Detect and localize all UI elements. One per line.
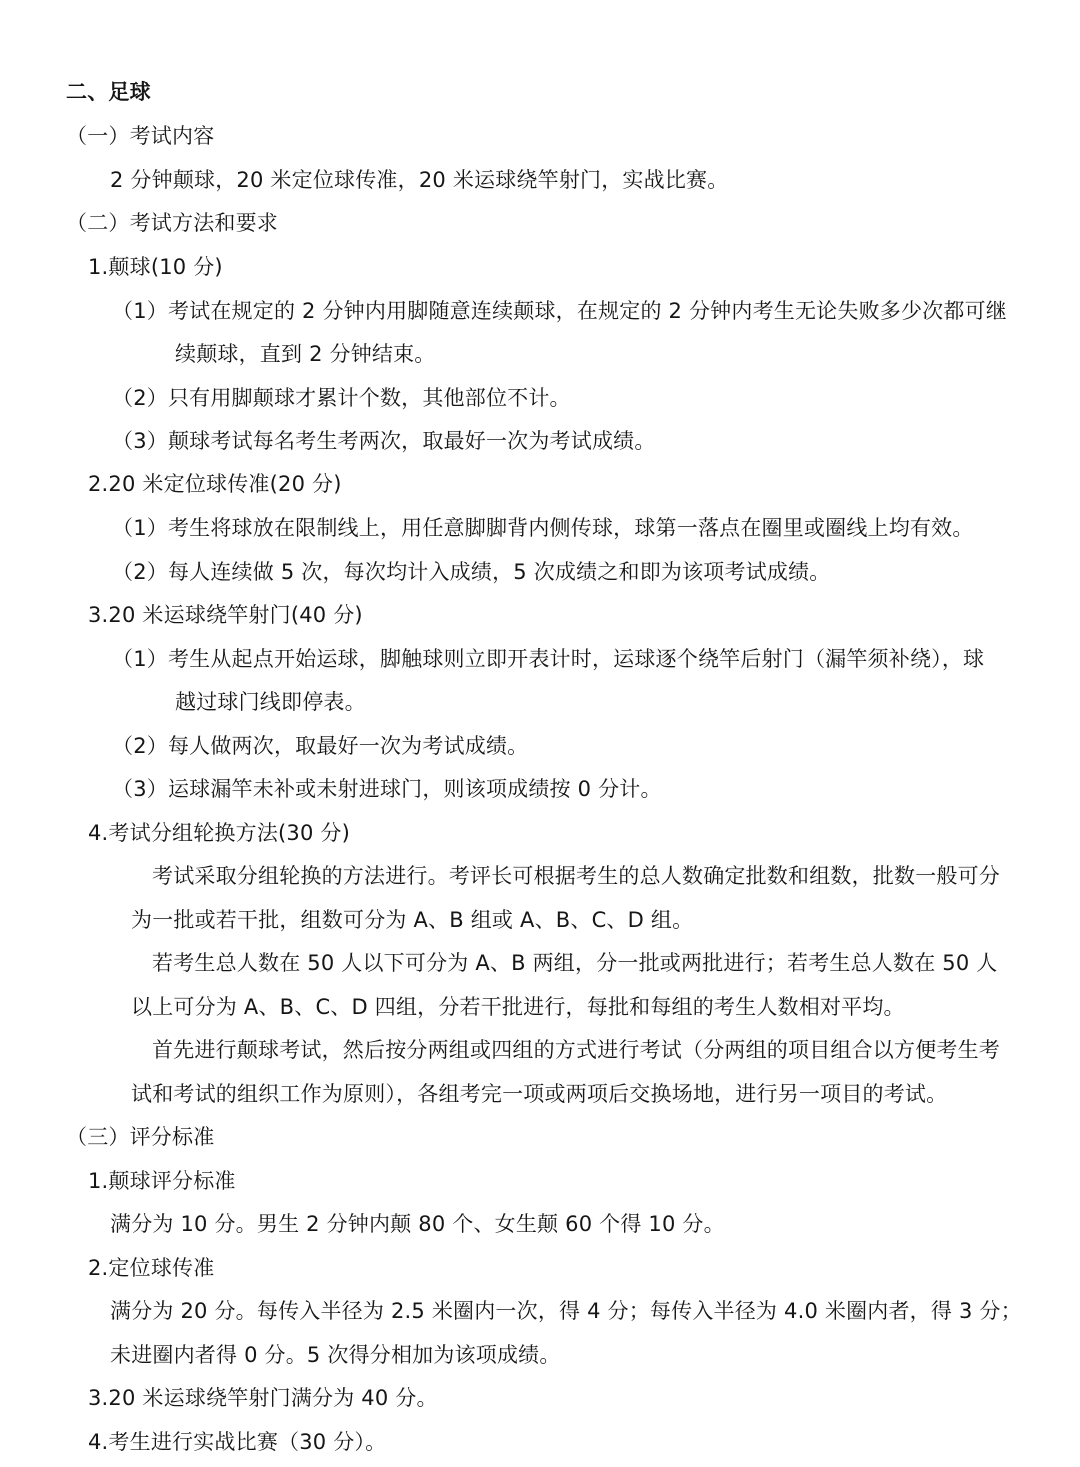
paragraph: 满分为 10 分。男生 2 分钟内颠 80 个、女生颠 60 个得 10 分。	[110, 1212, 725, 1236]
subsection-title: （二）考试方法和要求	[66, 211, 278, 235]
list-item: （2）只有用脚颠球才累计个数，其他部位不计。	[112, 386, 571, 410]
item-title: 3.20 米运球绕竿射门(40 分)	[88, 603, 363, 627]
list-item: （2）每人做两次，取最好一次为考试成绩。	[112, 734, 529, 758]
list-item: （1）考生将球放在限制线上，用任意脚脚背内侧传球，球第一落点在圈里或圈线上均有效。	[112, 516, 974, 540]
item-title: 1.颠球评分标准	[88, 1169, 236, 1193]
paragraph: 考试采取分组轮换的方法进行。考评长可根据考生的总人数确定批数和组数，批数一般可分	[152, 864, 1000, 888]
paragraph-continuation: 为一批或若干批，组数可分为 A、B 组或 A、B、C、D 组。	[131, 908, 694, 932]
item-title: 2.定位球传准	[88, 1256, 215, 1280]
paragraph-continuation: 试和考试的组织工作为原则），各组考完一项或两项后交换场地，进行另一项目的考试。	[131, 1082, 948, 1106]
subsection-title: （三）评分标准	[66, 1125, 215, 1149]
list-item: （1）考生从起点开始运球，脚触球则立即开表计时，运球逐个绕竿后射门（漏竿须补绕），球	[112, 647, 985, 671]
paragraph: 满分为 20 分。每传入半径为 2.5 米圈内一次，得 4 分；每传入半径为 4.0 米圈内者，得 3 分；	[110, 1299, 1022, 1323]
list-item-continuation: 越过球门线即停表。	[175, 690, 366, 714]
paragraph: 若考生总人数在 50 人以下可分为 A、B 两组，分一批或两批进行；若考生总人数在 50 人	[152, 951, 998, 975]
list-item-continuation: 续颠球，直到 2 分钟结束。	[175, 342, 436, 366]
item-title: 4.考试分组轮换方法(30 分)	[88, 821, 351, 845]
item-title: 4.考生进行实战比赛（30 分）。	[88, 1430, 387, 1454]
list-item: （3）颠球考试每名考生考两次，取最好一次为考试成绩。	[112, 429, 656, 453]
item-title: 3.20 米运球绕竿射门满分为 40 分。	[88, 1386, 438, 1410]
paragraph-continuation: 以上可分为 A、B、C、D 四组，分若干批进行，每批和每组的考生人数相对平均。	[131, 995, 905, 1019]
list-item: （3）运球漏竿未补或未射进球门，则该项成绩按 0 分计。	[112, 777, 662, 801]
subsection-title: （一）考试内容	[66, 124, 215, 148]
item-title: 1.颠球(10 分)	[88, 255, 223, 279]
paragraph: 首先进行颠球考试，然后按分两组或四组的方式进行考试（分两组的项目组合以方便考生考	[152, 1038, 1000, 1062]
paragraph: 2 分钟颠球，20 米定位球传准，20 米运球绕竿射门，实战比赛。	[110, 168, 729, 192]
section-heading: 二、足球	[66, 80, 151, 104]
paragraph-continuation: 未进圈内者得 0 分。5 次得分相加为该项成绩。	[110, 1343, 561, 1367]
item-title: 2.20 米定位球传准(20 分)	[88, 472, 342, 496]
list-item: （2）每人连续做 5 次，每次均计入成绩，5 次成绩之和即为该项考试成绩。	[112, 560, 831, 584]
list-item: （1）考试在规定的 2 分钟内用脚随意连续颠球，在规定的 2 分钟内考生无论失败多少次都可继	[112, 299, 1007, 323]
